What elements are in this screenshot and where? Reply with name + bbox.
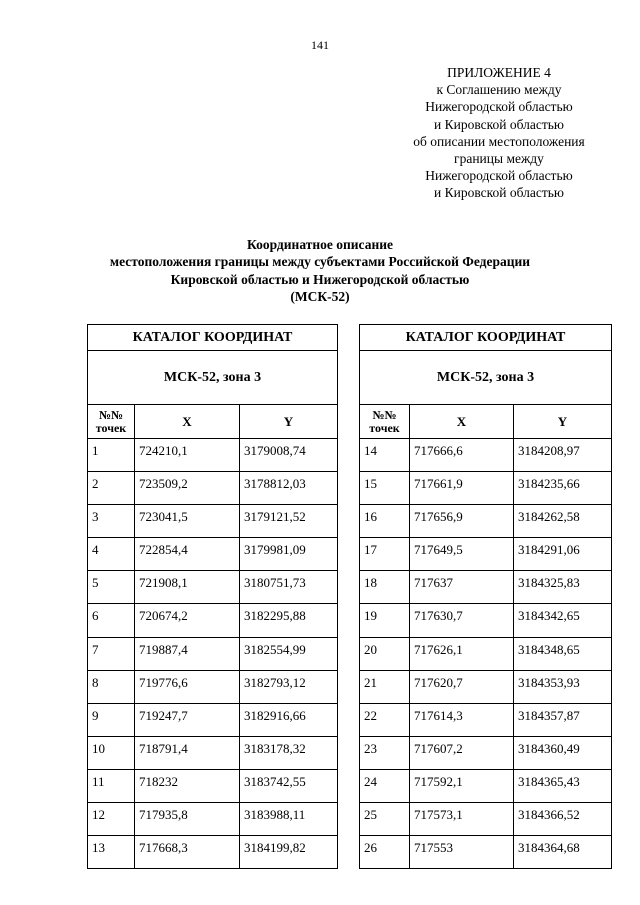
point-number-cell: 4 — [88, 538, 135, 571]
point-number-cell: 17 — [360, 538, 410, 571]
table-row — [88, 472, 338, 505]
point-number-cell: 10 — [88, 736, 135, 769]
appendix-line: границы между — [454, 151, 544, 167]
coordinate-catalog-right — [359, 324, 612, 869]
x-coordinate-cell: 717592,1 — [410, 769, 514, 802]
point-number-cell: 24 — [360, 769, 410, 802]
x-coordinate-cell: 717620,7 — [410, 670, 514, 703]
appendix-line: и Кировской областью — [434, 116, 564, 132]
point-number-cell: 25 — [360, 803, 410, 836]
y-coordinate-cell: 3182793,12 — [240, 670, 338, 703]
table-row — [88, 604, 338, 637]
x-coordinate-cell: 717630,7 — [410, 604, 514, 637]
y-coordinate-cell: 3184342,65 — [514, 604, 612, 637]
x-coordinate-cell: 718232 — [135, 769, 240, 802]
appendix-line: Нижегородской областью — [425, 99, 573, 115]
table-row — [88, 769, 338, 802]
table-row — [360, 604, 612, 637]
table-row — [360, 538, 612, 571]
x-coordinate-cell: 717637 — [410, 571, 514, 604]
point-number-cell: 12 — [88, 803, 135, 836]
point-number-cell: 5 — [88, 571, 135, 604]
appendix-line: об описании местоположения — [413, 133, 585, 149]
y-coordinate-cell: 3184291,06 — [514, 538, 612, 571]
point-number-cell: 3 — [88, 505, 135, 538]
page-number: 141 — [311, 38, 329, 52]
x-coordinate-cell: 719887,4 — [135, 637, 240, 670]
x-coordinate-cell: 717935,8 — [135, 803, 240, 836]
x-coordinate-cell: 722854,4 — [135, 538, 240, 571]
point-number-cell: 7 — [88, 637, 135, 670]
point-number-cell: 16 — [360, 505, 410, 538]
table-row — [88, 538, 338, 571]
x-coordinate-cell: 717666,6 — [410, 439, 514, 472]
column-header-y: Y — [240, 405, 338, 439]
point-number-cell: 1 — [88, 439, 135, 472]
y-coordinate-cell: 3182916,66 — [240, 703, 338, 736]
y-coordinate-cell: 3182554,99 — [240, 637, 338, 670]
column-header-point-number — [88, 405, 135, 439]
appendix-line: к Соглашению между — [436, 82, 562, 98]
column-header-y: Y — [514, 405, 612, 439]
y-coordinate-cell: 3178812,03 — [240, 472, 338, 505]
table-row — [88, 736, 338, 769]
y-coordinate-cell: 3184199,82 — [240, 836, 338, 869]
table-row — [88, 703, 338, 736]
table-row — [360, 670, 612, 703]
title-line: местоположения границы между субъектами Российской Федерации — [109, 254, 531, 270]
x-coordinate-cell: 717656,9 — [410, 505, 514, 538]
point-number-cell: 15 — [360, 472, 410, 505]
x-coordinate-cell: 717661,9 — [410, 472, 514, 505]
x-coordinate-cell: 719776,6 — [135, 670, 240, 703]
column-header-x: X — [135, 405, 240, 439]
catalog-body-right — [360, 439, 612, 869]
coordinate-catalog-left — [87, 324, 338, 869]
catalog-zone: МСК-52, зона 3 — [360, 351, 612, 405]
y-coordinate-cell: 3184366,52 — [514, 803, 612, 836]
x-coordinate-cell: 719247,7 — [135, 703, 240, 736]
y-coordinate-cell: 3179981,09 — [240, 538, 338, 571]
y-coordinate-cell: 3184348,65 — [514, 637, 612, 670]
table-row — [88, 836, 338, 869]
title-line: Кировской областью и Нижегородской областью — [170, 271, 470, 287]
catalog-heading: КАТАЛОГ КООРДИНАТ — [88, 325, 338, 351]
y-coordinate-cell: 3184364,68 — [514, 836, 612, 869]
table-row — [360, 637, 612, 670]
title-line: (МСК-52) — [290, 288, 350, 304]
table-row — [360, 505, 612, 538]
x-coordinate-cell: 717573,1 — [410, 803, 514, 836]
column-header-num-line1: №№ — [372, 407, 397, 422]
x-coordinate-cell: 718791,4 — [135, 736, 240, 769]
point-number-cell: 9 — [88, 703, 135, 736]
table-row — [360, 836, 612, 869]
document-title — [0, 236, 640, 305]
appendix-block — [388, 64, 610, 202]
table-row — [360, 769, 612, 802]
column-header-x: X — [410, 405, 514, 439]
x-coordinate-cell: 717668,3 — [135, 836, 240, 869]
y-coordinate-cell: 3184325,83 — [514, 571, 612, 604]
table-row — [360, 703, 612, 736]
point-number-cell: 13 — [88, 836, 135, 869]
point-number-cell: 22 — [360, 703, 410, 736]
x-coordinate-cell: 720674,2 — [135, 604, 240, 637]
appendix-line: Нижегородской областью — [425, 168, 573, 184]
point-number-cell: 18 — [360, 571, 410, 604]
y-coordinate-cell: 3179008,74 — [240, 439, 338, 472]
y-coordinate-cell: 3183742,55 — [240, 769, 338, 802]
y-coordinate-cell: 3179121,52 — [240, 505, 338, 538]
column-header-num-line2: точек — [95, 420, 127, 435]
x-coordinate-cell: 724210,1 — [135, 439, 240, 472]
point-number-cell: 11 — [88, 769, 135, 802]
point-number-cell: 20 — [360, 637, 410, 670]
y-coordinate-cell: 3184365,43 — [514, 769, 612, 802]
x-coordinate-cell: 717553 — [410, 836, 514, 869]
point-number-cell: 8 — [88, 670, 135, 703]
table-row — [88, 439, 338, 472]
table-row — [88, 670, 338, 703]
table-row — [360, 472, 612, 505]
appendix-line: и Кировской областью — [434, 185, 564, 201]
catalog-heading: КАТАЛОГ КООРДИНАТ — [360, 325, 612, 351]
y-coordinate-cell: 3184360,49 — [514, 736, 612, 769]
appendix-line: ПРИЛОЖЕНИЕ 4 — [447, 65, 551, 80]
table-row — [360, 439, 612, 472]
column-header-point-number — [360, 405, 410, 439]
x-coordinate-cell: 717626,1 — [410, 637, 514, 670]
column-header-num-line2: точек — [369, 420, 400, 435]
y-coordinate-cell: 3183988,11 — [240, 803, 338, 836]
point-number-cell: 23 — [360, 736, 410, 769]
table-row — [360, 736, 612, 769]
x-coordinate-cell: 721908,1 — [135, 571, 240, 604]
x-coordinate-cell: 717607,2 — [410, 736, 514, 769]
table-row — [88, 803, 338, 836]
catalog-zone: МСК-52, зона 3 — [88, 351, 338, 405]
y-coordinate-cell: 3184353,93 — [514, 670, 612, 703]
catalog-body-left — [88, 439, 338, 869]
title-line: Координатное описание — [246, 237, 394, 252]
y-coordinate-cell: 3184262,58 — [514, 505, 612, 538]
table-row — [88, 637, 338, 670]
y-coordinate-cell: 3182295,88 — [240, 604, 338, 637]
table-row — [360, 803, 612, 836]
x-coordinate-cell: 717649,5 — [410, 538, 514, 571]
x-coordinate-cell: 723509,2 — [135, 472, 240, 505]
x-coordinate-cell: 723041,5 — [135, 505, 240, 538]
point-number-cell: 6 — [88, 604, 135, 637]
table-row — [88, 505, 338, 538]
point-number-cell: 14 — [360, 439, 410, 472]
point-number-cell: 21 — [360, 670, 410, 703]
y-coordinate-cell: 3184235,66 — [514, 472, 612, 505]
point-number-cell: 26 — [360, 836, 410, 869]
y-coordinate-cell: 3184357,87 — [514, 703, 612, 736]
table-row — [88, 571, 338, 604]
point-number-cell: 19 — [360, 604, 410, 637]
y-coordinate-cell: 3184208,97 — [514, 439, 612, 472]
y-coordinate-cell: 3180751,73 — [240, 571, 338, 604]
point-number-cell: 2 — [88, 472, 135, 505]
column-header-num-line1: №№ — [98, 407, 124, 422]
y-coordinate-cell: 3183178,32 — [240, 736, 338, 769]
table-row — [360, 571, 612, 604]
x-coordinate-cell: 717614,3 — [410, 703, 514, 736]
